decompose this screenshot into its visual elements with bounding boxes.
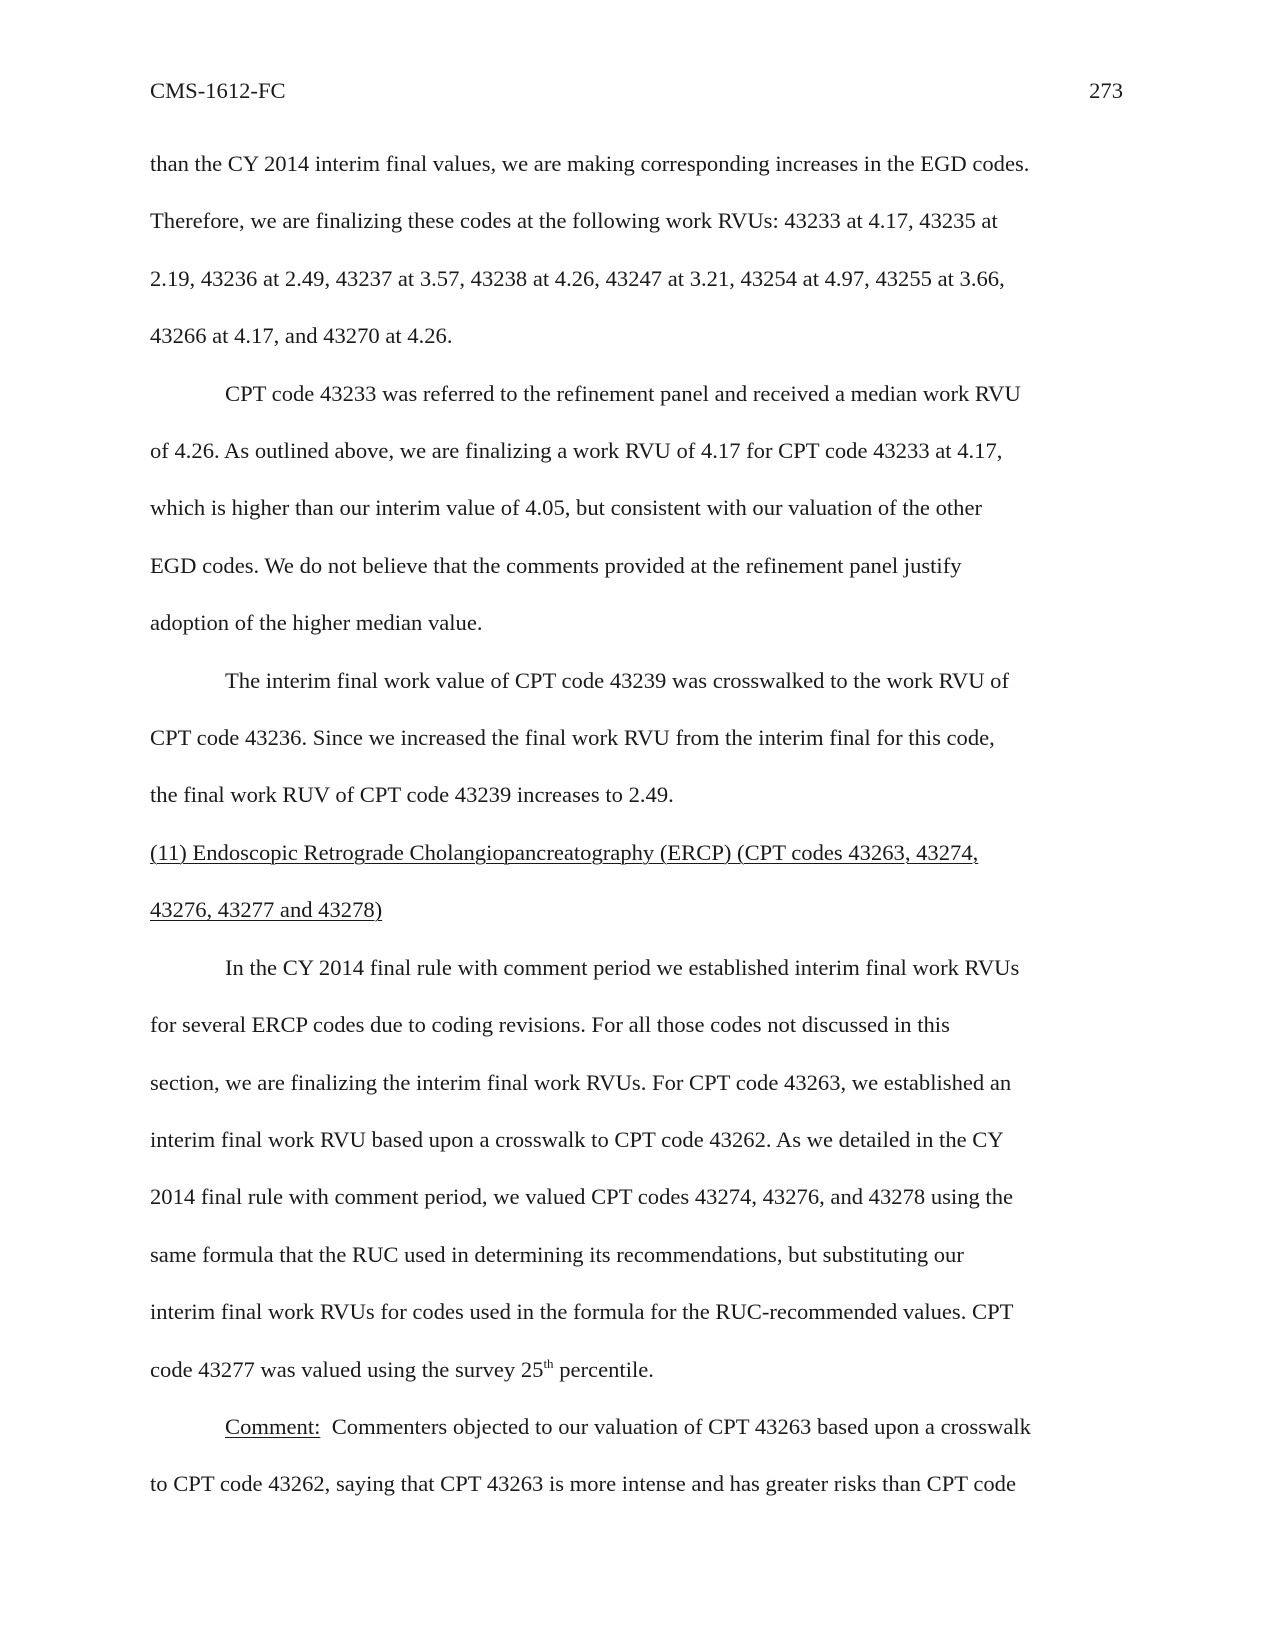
text-line: for several ERCP codes due to coding revisions. For all those codes not discussed in this [150, 1012, 950, 1038]
text-line: 2014 final rule with comment period, we valued CPT codes 43274, 43276, and 43278 using the [150, 1184, 1014, 1210]
text-line: to CPT code 43262, saying that CPT 43263 is more intense and has greater risks than CPT code [150, 1471, 1016, 1497]
text-line [150, 1398, 1125, 1455]
text-line: The interim final work value of CPT code 43239 was crosswalked to the work RVU of [225, 667, 1009, 693]
text-fragment: Commenters objected to our valuation of CPT 43263 based upon a crosswalk [320, 1413, 1031, 1439]
text-fragment: percentile. [553, 1356, 654, 1382]
text-line: 43266 at 4.17, and 43270 at 4.26. [150, 323, 453, 349]
paragraph-cpt-43239 [150, 652, 1125, 824]
text-line: interim final work RVUs for codes used in the formula for the RUC-recommended values. CPT [150, 1299, 1014, 1325]
paragraph-comment [150, 1398, 1125, 1513]
body-text [150, 135, 1125, 1513]
text-line: of 4.26. As outlined above, we are finalizing a work RVU of 4.17 for CPT code 43233 at 4.17, [150, 438, 1003, 464]
text-line: Therefore, we are finalizing these codes at the following work RVUs: 43233 at 4.17, 43235 at [150, 208, 998, 234]
text-line: interim final work RVU based upon a crosswalk to CPT code 43262. As we detailed in the CY [150, 1126, 1004, 1152]
ordinal-superscript: th [543, 1355, 554, 1371]
text-line: which is higher than our interim value of 4.05, but consistent with our valuation of the other [150, 495, 983, 521]
text-line: 2.19, 43236 at 2.49, 43237 at 3.57, 43238 at 4.26, 43247 at 3.21, 43254 at 4.97, 43255 at 3.66, [150, 265, 1005, 291]
text-line: than the CY 2014 interim final values, we are making corresponding increases in the EGD codes. [150, 151, 1030, 176]
text-line: same formula that the RUC used in determining its recommendations, but substituting our [150, 1241, 964, 1267]
text-fragment: code 43277 was valued using the survey 25 [150, 1356, 544, 1382]
paragraph-egd-values [150, 135, 1125, 365]
text-line: adoption of the higher median value. [150, 610, 483, 636]
text-line: CPT code 43233 was referred to the refinement panel and received a median work RVU [225, 380, 1021, 406]
text-line [150, 1341, 1125, 1398]
section-heading-ercp [150, 824, 1125, 939]
paragraph-cpt-43233 [150, 365, 1125, 652]
text-line: the final work RUV of CPT code 43239 increases to 2.49. [150, 782, 674, 808]
page-number: 273 [1089, 78, 1123, 103]
text-line: In the CY 2014 final rule with comment period we established interim final work RVUs [225, 954, 1020, 980]
document-id: CMS-1612-FC [150, 78, 286, 103]
text-line: section, we are finalizing the interim final work RVUs. For CPT code 43263, we established an [150, 1069, 1012, 1095]
heading-line: 43276, 43277 and 43278) [150, 897, 383, 923]
paragraph-ercp-interim [150, 939, 1125, 1398]
text-line: CPT code 43236. Since we increased the final work RVU from the interim final for this code, [150, 725, 995, 751]
comment-label: Comment: [225, 1413, 321, 1439]
text-line: EGD codes. We do not believe that the comments provided at the refinement panel justify [150, 552, 962, 578]
heading-line: (11) Endoscopic Retrograde Cholangiopancreatography (ERCP) (CPT codes 43263, 43274, [150, 839, 979, 865]
